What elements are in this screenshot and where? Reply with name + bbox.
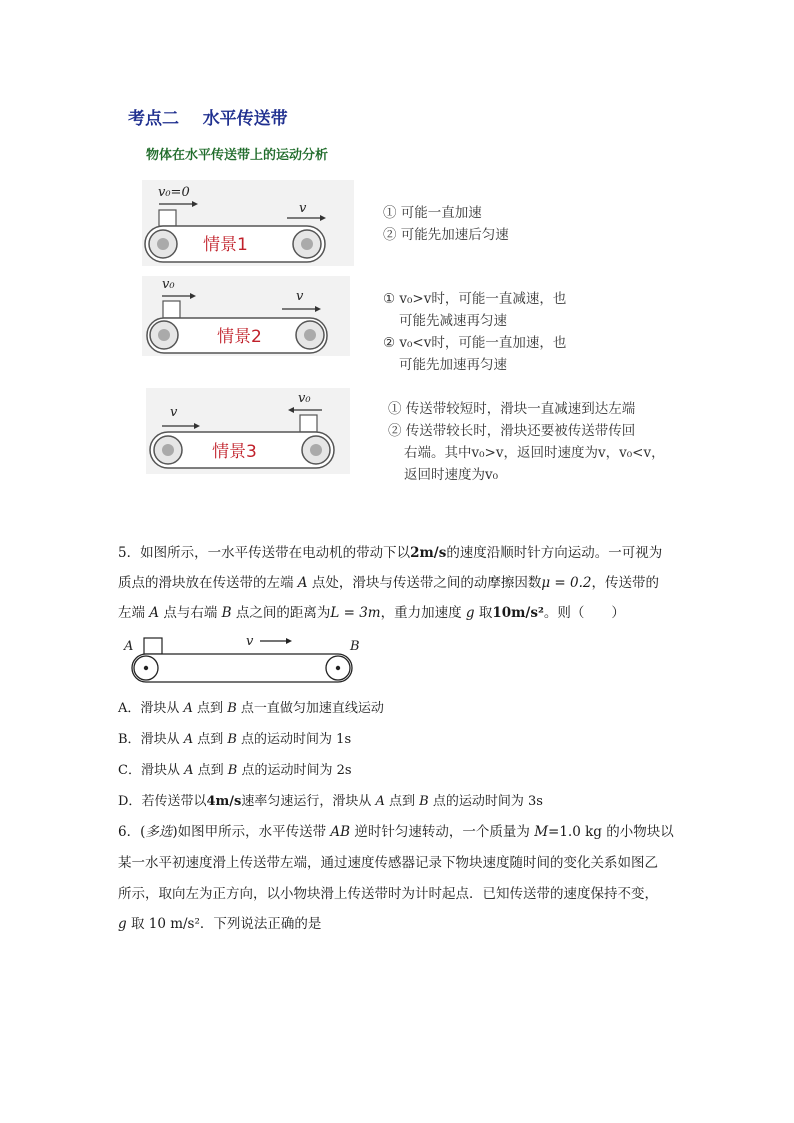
scene-3-v0-label: v₀ [298, 391, 311, 406]
scene-3-v-label: v [170, 405, 178, 420]
scene-2-description: ① v₀>v时，可能一直减速，也 可能先减速再匀速 ② v₀<v时，可能一直加速，也 可能先加速再匀速 [383, 291, 567, 373]
q5-option-a[interactable]: A．滑块从 A 点到 B 点一直做匀加速直线运动 [118, 701, 384, 716]
scene-1-block [159, 210, 176, 226]
q5-speed: 2m/s [410, 545, 447, 561]
scene-3-label: 情景3 [212, 442, 257, 462]
q5-option-d[interactable]: D．若传送带以4m/s速率匀速运行，滑块从 A 点到 B 点的运动时间为 3s [118, 794, 543, 809]
q5-line-3: 左端 A 点与右端 B 点之间的距离为L = 3m，重力加速度 g 取10m/s²。则（ ） [118, 605, 625, 621]
q5-conveyor-figure [120, 632, 370, 686]
scene-1-v-label: v [299, 201, 307, 216]
q5-figure-label-b: B [350, 639, 360, 654]
q5-mu: μ = 0.2 [541, 575, 592, 591]
q6-line-3: 所示，取向左为正方向，以小物块滑上传送带时为计时起点．已知传送带的速度保持不变， [118, 886, 658, 902]
scene-3-block [300, 415, 317, 432]
q6-line-4: g 取 10 m/s²．下列说法正确的是 [118, 916, 322, 932]
scene-2-label: 情景2 [217, 327, 262, 347]
scene-2-diagram [142, 276, 350, 356]
q5-figure-belt [132, 654, 352, 682]
q5-length: L = 3m [330, 605, 381, 621]
q6-line-2: 某一水平初速度滑上传送带左端，通过速度传感器记录下物块速度随时间的变化关系如图乙 [118, 855, 658, 871]
section-number: 考点二 [128, 109, 179, 129]
q5-gravity: 10m/s² [492, 605, 544, 621]
q5-figure-block [144, 638, 162, 654]
q5-line-1: 5．如图所示，一水平传送带在电动机的带动下以2m/s的速度沿顺时针方向运动。一可视为 [118, 545, 663, 561]
scene-1-v0-label: v₀=0 [158, 185, 190, 200]
q5-figure-label-v: v [246, 634, 254, 649]
scene-2-v-label: v [296, 289, 304, 304]
q5-figure-label-a: A [124, 639, 134, 654]
scene-3-description: ① 传送带较短时，滑块一直减速到达左端 ② 传送带较长时，滑块还要被传送带传回 右端。其中v₀>v，返回时速度为v，v₀<v， 返回时速度为v₀ [388, 401, 665, 483]
scene-2-block [163, 301, 180, 318]
scene-3-diagram [146, 388, 350, 474]
q6-line-1: 6．(多选)如图甲所示，水平传送带 AB 逆时针匀速转动，一个质量为 M=1.0 kg 的小物块以 [118, 824, 674, 840]
section-title [128, 104, 288, 129]
scene-2-v0-label: v₀ [162, 277, 175, 292]
q5-option-b[interactable]: B．滑块从 A 点到 B 点的运动时间为 1s [118, 732, 352, 747]
q5-line-2: 质点的滑块放在传送带的左端 A 点处，滑块与传送带之间的动摩擦因数μ = 0.2，传送带的 [118, 575, 659, 591]
scene-1-diagram [142, 180, 354, 266]
section-topic: 水平传送带 [202, 109, 288, 129]
scene-1-description: ① 可能一直加速 ② 可能先加速后匀速 [383, 205, 509, 243]
q5-option-c[interactable]: C．滑块从 A 点到 B 点的运动时间为 2s [118, 763, 352, 778]
section-subtitle: 物体在水平传送带上的运动分析 [146, 148, 329, 163]
scene-1-label: 情景1 [203, 235, 248, 255]
